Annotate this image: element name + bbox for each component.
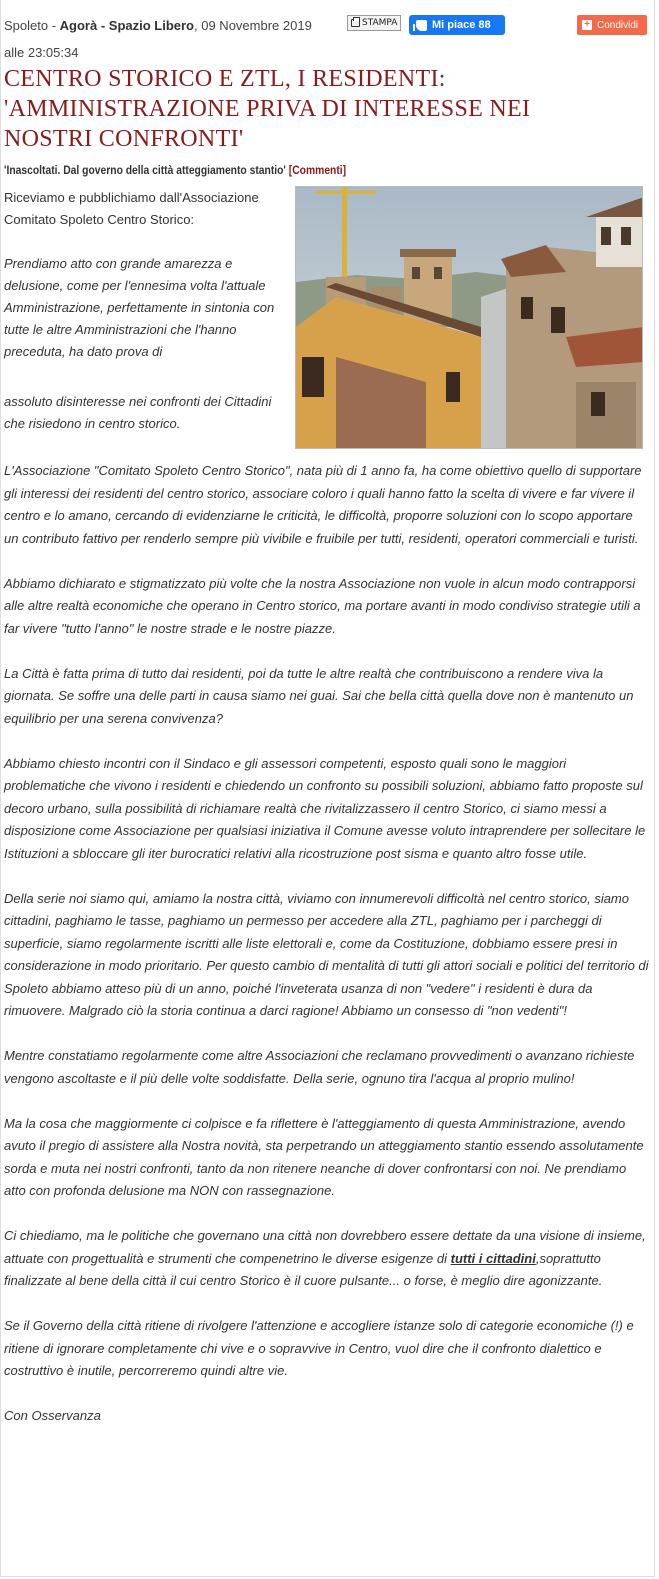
meta-time: alle 23:05:34 bbox=[4, 45, 79, 60]
article-title: CENTRO STORICO E ZTL, I RESIDENTI: 'AMMINISTRAZIONE PRIVA DI INTERESSE NEI NOSTRI CONFRONTI' bbox=[4, 66, 531, 152]
article-intro bbox=[4, 187, 290, 435]
like-label: Mi piace 88 bbox=[432, 19, 491, 31]
body-paragraph-3: La Città è fatta prima di tutto dai residenti, poi da tutte le altre realtà che contribuiscono a rendere viva la giornata. Se soffre una delle parti in causa siamo nei guai. Sai che bella città quella dove non è mantenuto un equilibrio per una serena convivenza? bbox=[4, 665, 634, 726]
body-paragraph-2: Abbiamo dichiarato e stigmatizzato più volte che la nostra Associazione non vuole in alcun modo contrapporsi alle altre realtà economiche che operano in Centro storico, ma portare avanti in modo condiviso strategie utili a far vivere "tutto l'anno" le nostre strade e le nostre piazze. bbox=[4, 575, 641, 636]
share-label: Condividi bbox=[597, 19, 639, 31]
meta-section[interactable]: Agorà - Spazio Libero bbox=[59, 18, 194, 33]
article-meta: Spoleto - Agorà - Spazio Libero, 09 Novembre 2019 alle 23:05:34 bbox=[4, 18, 312, 60]
body-paragraph-1: L'Associazione "Comitato Spoleto Centro Storico", nata più di 1 anno fa, ha come obiettivo quello di supportare gli interessi dei residenti del centro storico, associare coloro i quali hanno fatto la scelta di vivere e far vivere il centro e lo amano, cercando di evidenziarne le criticità, le difficoltà, proporre soluzioni con lo scopo apportare un contributo fattivo per renderlo sempre più vivibile e fruibile per tutti, residenti, operatori commerciali e turisti. bbox=[4, 463, 642, 546]
lead-paragraph: Prendiamo atto con grande amarezza e delusione, come per l'ennesima volta l'attuale Amministrazione, perfettamente in sintonia con tutte le altre Amministrazioni che l'hanno preceduta, ha dato prova di bbox=[4, 256, 275, 359]
closing-line: Con Osservanza bbox=[4, 1408, 101, 1423]
article-photo bbox=[295, 186, 643, 449]
body-paragraph-7: Ma la cosa che maggiormente ci colpisce e fa riflettere è l'atteggiamento di questa Amministrazione, avendo avuto il pregio di assistere alla Nostra novità, sta perpetrando un atteggiamento stantio essendo assolutamente sorda e muta nei nostri confronti, tanto da non ritenere neanche di dover confrontarsi con noi. Ne prendiamo atto con profonda delusione ma NON con rassegnazione. bbox=[4, 1115, 644, 1198]
meta-date: 09 Novembre 2019 bbox=[201, 18, 312, 33]
body-paragraph-6: Mentre constatiamo regolarmente come altre Associazioni che reclamano provvedimenti o avanzano richieste vengono ascoltaste e il più delle volte soddisfatte. Della serie, ognuno tira l'acqua al proprio mulino! bbox=[4, 1048, 635, 1086]
old-town-street-illustration bbox=[296, 187, 643, 449]
body-paragraph-9: Se il Governo della città ritiene di rivolgere l'attenzione e accogliere istanze solo di categorie economiche (!) e ritiene di ignorare completamente chi vive e o sopravvive in Centro, vuol dire che il confronto dialettico e costruttivo è inutile, percorreremo quindi altre vie. bbox=[4, 1318, 634, 1378]
intro-text: Riceviamo e pubblichiamo dall'Associazione Comitato Spoleto Centro Storico: bbox=[4, 190, 259, 227]
plus-icon: + bbox=[582, 20, 592, 30]
print-button[interactable] bbox=[347, 15, 401, 31]
body-paragraph-8 bbox=[4, 1225, 649, 1293]
article-body bbox=[4, 460, 649, 1450]
article-subtitle bbox=[4, 163, 346, 177]
lead-paragraph-2: assoluto disinteresse nei confronti dei Cittadini che risiedono in centro storico. bbox=[4, 394, 272, 431]
meta-location: Spoleto bbox=[4, 18, 49, 33]
body-paragraph-5: Della serie noi siamo qui, amiamo la nostra città, viviamo con innumerevoli difficoltà nel centro storico, siamo cittadini, paghiamo le tasse, paghiamo un permesso per accedere alla ZTL, paghiamo per i parcheggi di superficie, siamo regolarmente iscritti alle liste elettorali e, come da Costituzione, dobbiamo essere presi in considerazione in modo prioritario. Per questo cambio di mentalità di tutti gli attori sociali e politici del territorio di Spoleto abbiamo atteso più di un anno, poiché l'inveterata usanza di non "vedere" i residenti è dura da rimuovere. Malgrado ciò la storia continua a darci ragione! Abbiamo un consesso di "non vedenti"! bbox=[4, 890, 649, 1018]
p8-emphasis: tutti i cittadini bbox=[450, 1250, 536, 1266]
subtitle-text: 'Inascoltati. Dal governo della città atteggiamento stantio' bbox=[4, 163, 286, 177]
p8-text-after: ,soprattutto finalizzate al bene della città il cui centro Storico è il cuore pulsante... o forse, è meglio dire agonizzante. bbox=[4, 1250, 603, 1288]
printer-icon bbox=[351, 19, 360, 27]
comments-link[interactable]: [Commenti] bbox=[288, 163, 347, 177]
body-paragraph-4: Abbiamo chiesto incontri con il Sindaco e gli assessori competenti, esposto quali sono le maggiori problematiche che vivono i residenti e chiedendo un confronto su possibili soluzioni, abbiamo fatto proposte sul decoro urbano, sulla possibilità di richiamare realtà che rivitalizzassero il centro Storico, ci siamo messi a disposizione come Associazione per qualsiasi iniziativa il Comune avesse voluto intraprendere per sollecitare le Istituzioni a sbloccare gli iter burocratici relativi alla ricostruzione post sisma e quanto altro fosse utile. bbox=[4, 755, 646, 861]
p8-text-before: Ci chiediamo, ma le politiche che governano una città non dovrebbero essere dettate da una visione di insieme, attuate con progettualità e strumenti che compenetrino le diverse esigenze di bbox=[4, 1228, 646, 1266]
thumbs-up-icon bbox=[416, 20, 427, 31]
like-button[interactable] bbox=[409, 15, 505, 35]
share-button[interactable] bbox=[577, 15, 647, 35]
print-label: STAMPA bbox=[362, 18, 398, 28]
